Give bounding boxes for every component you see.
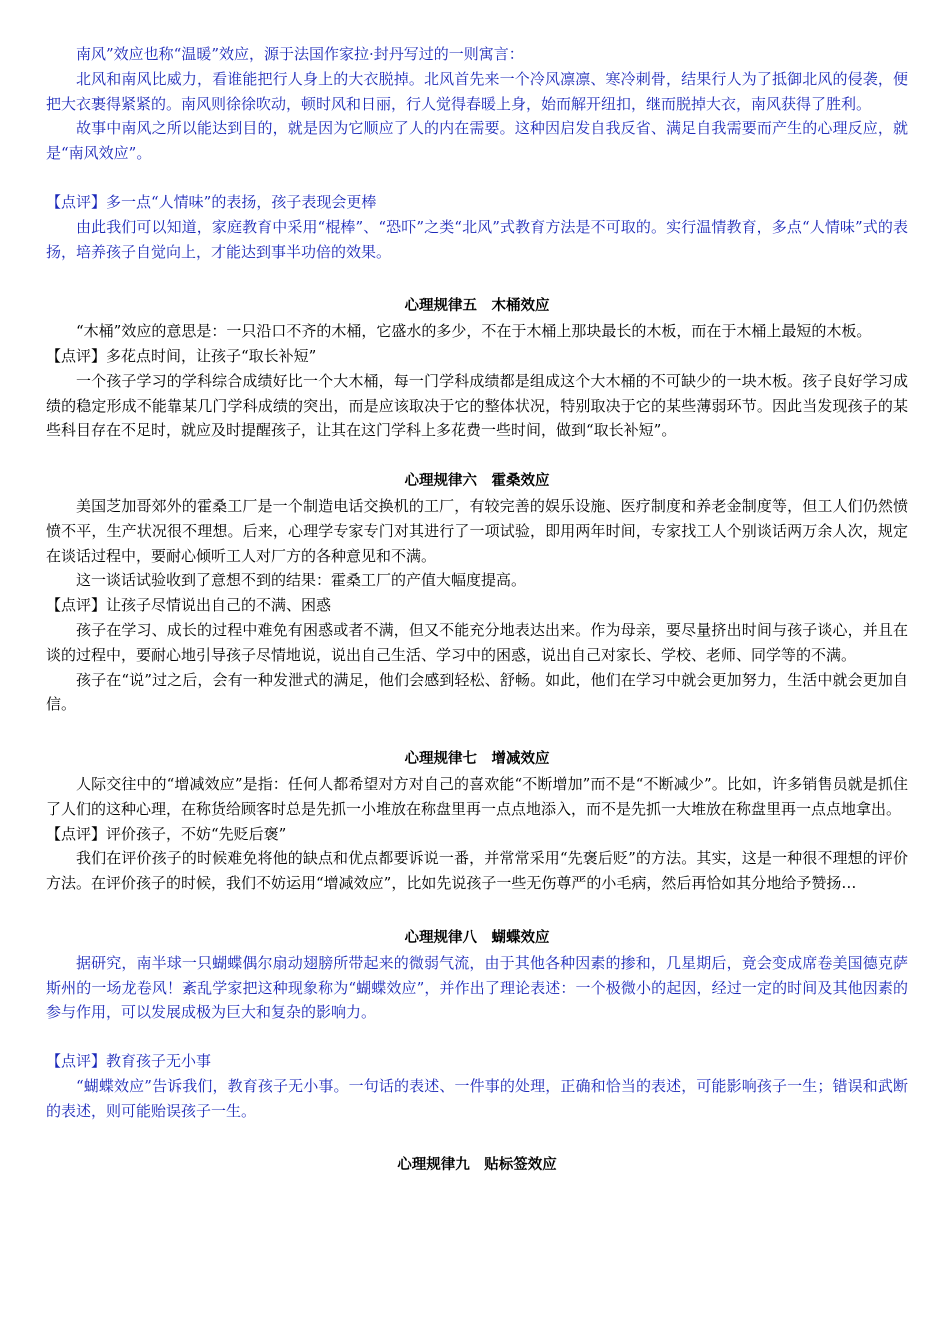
comment-heading-barrel: 【点评】多花点时间，让孩子“取长补短” [46,346,317,365]
comment-body-butterfly: “蝴蝶效应”告诉我们，教育孩子无小事。一句话的表述、一件事的处理，正确和恰当的表述，可能影响孩子一生；错误和武断的表述，则可能贻误孩子一生。 [46,1076,908,1120]
document-page [46,42,908,1178]
comment-body-gain-loss: 我们在评价孩子的时候难免将他的缺点和优点都要诉说一番，并常常采用“先褒后贬”的方法。其实，这是一种很不理想的评价方法。在评价孩子的时候，我们不妨运用“增减效应”，比如先说孩子一些无伤尊严的小毛病，然后再恰如其分地给予赞扬… [46,849,908,893]
paragraph-south-wind-explanation: 故事中南风之所以能达到目的，就是因为它顺应了人的内在需要。这种因启发自我反省、满足自我需要而产生的心理反应，就是“南风效应”。 [46,119,908,163]
paragraph-hawthorne-result: 这一谈话试验收到了意想不到的结果：霍桑工厂的产值大幅度提高。 [76,571,527,590]
comment-heading-hawthorne: 【点评】让孩子尽情说出自己的不满、困惑 [46,596,332,615]
section-heading-butterfly-effect: 心理规律八 蝴蝶效应 [404,929,550,946]
paragraph-barrel-effect: “木桶”效应的意思是：一只沿口不齐的木桶，它盛水的多少，不在于木桶上那块最长的木板，而在于木桶上最短的木板。 [76,322,872,341]
comment-body-hawthorne-2: 孩子在“说”过之后，会有一种发泄式的满足，他们会感到轻松、舒畅。如此，他们在学习中就会更加努力，生活中就会更加自信。 [46,670,908,714]
comment-heading-south-wind: 【点评】多一点“人情味”的表扬，孩子表现会更棒 [46,192,377,211]
paragraph-hawthorne-factory: 美国芝加哥郊外的霍桑工厂是一个制造电话交换机的工厂，有较完善的娱乐设施、医疗制度和养老金制度等，但工人们仍然愤愤不平，生产状况很不理想。后来，心理学专家专门对其进行了一项试验，即用两年时间，专家找工人个别谈话两万余人次，规定在谈话过程中，要耐心倾听工人对厂方的各种意见和不满。 [46,496,908,565]
paragraph-gain-loss-effect: 人际交往中的“增减效应”是指：任何人都希望对方对自己的喜欢能“不断增加”而不是“不断减少”。比如，许多销售员就是抓住了人们的这种心理，在称货给顾客时总是先抓一小堆放在称盘里再一点点地添入，而不是先抓一大堆放在称盘里再一点点地拿出。 [46,774,908,818]
comment-heading-gain-loss: 【点评】评价孩子，不妨“先贬后褒” [46,824,287,843]
section-heading-gain-loss-effect: 心理规律七 增减效应 [404,751,550,768]
paragraph-butterfly-effect: 据研究，南半球一只蝴蝶偶尔扇动翅膀所带起来的微弱气流，由于其他各种因素的掺和，几星期后，竟会变成席卷美国德克萨斯州的一场龙卷风！紊乱学家把这种现象称为“蝴蝶效应”，并作出了理论表述：一个极微小的起因，经过一定的时间及其他因素的参与作用，可以发展成极为巨大和复杂的影响力。 [46,953,908,1022]
section-heading-barrel-effect: 心理规律五 木桶效应 [404,298,550,315]
paragraph-south-wind-intro: 南风”效应也称“温暖”效应，源于法国作家拉·封丹写过的一则寓言： [76,45,524,63]
comment-body-barrel: 一个孩子学习的学科综合成绩好比一个大木桶，每一门学科成绩都是组成这个大木桶的不可缺少的一块木板。孩子良好学习成绩的稳定形成不能靠某几门学科成绩的突出，而是应该取决于它的整体状况，特别取决于它的某些薄弱环节。因此当发现孩子的某些科目存在不足时，就应及时提醒孩子，让其在这门学科上多花费一些时间，做到“取长补短”。 [46,371,908,440]
section-heading-hawthorne-effect: 心理规律六 霍桑效应 [404,473,550,490]
comment-body-hawthorne-1: 孩子在学习、成长的过程中难免有困惑或者不满，但又不能充分地表达出来。作为母亲，要尽量挤出时间与孩子谈心，并且在谈的过程中，要耐心地引导孩子尽情地说，说出自己生活、学习中的困惑，说出自己对家长、学校、老师、同学等的不满。 [46,620,908,664]
comment-heading-butterfly: 【点评】教育孩子无小事 [46,1052,212,1071]
section-heading-labeling-effect: 心理规律九 贴标签效应 [397,1157,557,1174]
paragraph-south-wind-fable: 北风和南风比威力，看谁能把行人身上的大衣脱掉。北风首先来一个冷风凛凛、寒冷刺骨，结果行人为了抵御北风的侵袭，便把大衣裹得紧紧的。南风则徐徐吹动，顿时风和日丽，行人觉得春暖上身，始而解开纽扣，继而脱掉大衣，南风获得了胜利。 [46,69,908,113]
comment-body-south-wind: 由此我们可以知道，家庭教育中采用“棍棒”、“恐吓”之类“北风”式教育方法是不可取的。实行温情教育，多点“人情味”式的表扬，培养孩子自觉向上，才能达到事半功倍的效果。 [46,217,908,261]
